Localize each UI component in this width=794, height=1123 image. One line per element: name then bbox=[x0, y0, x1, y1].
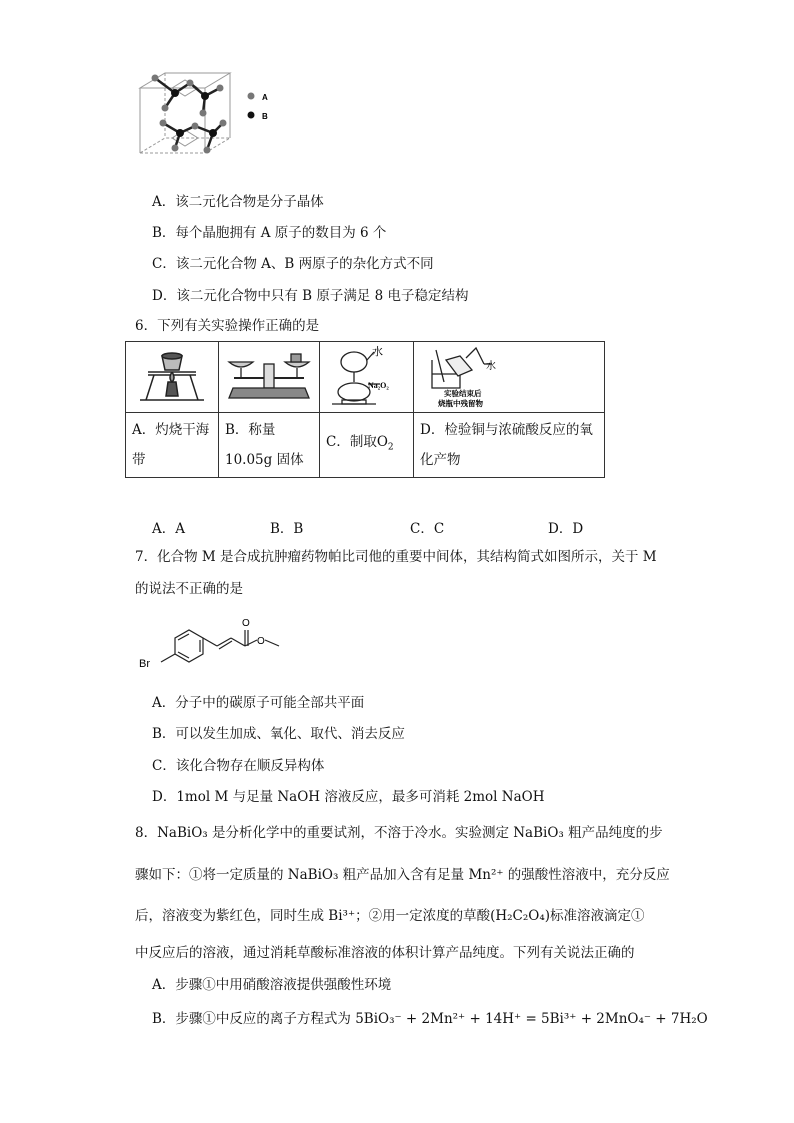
q8-option-b: B．步骤①中反应的离子方程式为 5BiO₃⁻ + 2Mn²⁺ + 14H⁺ = 5Bi³⁺ + 2MnO₄⁻ + 7H₂O bbox=[152, 1011, 708, 1027]
q6-stem: 6．下列有关实验操作正确的是 bbox=[135, 318, 320, 334]
q7-br-label: Br bbox=[139, 658, 150, 670]
q8-line3: 后，溶液变为紫红色，同时生成 Bi³⁺；②用一定浓度的草酸(H₂C₂O₄)标准溶液滴定① bbox=[135, 908, 645, 924]
q6-d-water-label: 水 bbox=[486, 361, 496, 372]
q7-option-c: C．该化合物存在顺反异构体 bbox=[152, 758, 325, 774]
q6-cell-b: B．称量 10.05g 固体 bbox=[219, 413, 320, 478]
q7-option-b: B．可以发生加成、氧化、取代、消去反应 bbox=[152, 726, 405, 742]
q6-choice-a: A．A bbox=[152, 521, 185, 537]
q7-option-a: A．分子中的碳原子可能全部共平面 bbox=[152, 695, 365, 711]
balance-scale-icon bbox=[219, 342, 319, 408]
q6-image-a-cell bbox=[126, 342, 219, 413]
q6-c-water-label: 水 bbox=[372, 346, 383, 358]
q6-choice-b: B．B bbox=[270, 521, 304, 537]
q8-line2: 骤如下：①将一定质量的 NaBiO₃ 粗产品加入含有足量 Mn²⁺ 的强酸性溶液中，充分反应 bbox=[135, 867, 670, 883]
q6-choice-c: C．C bbox=[410, 521, 445, 537]
q6-cell-a: A．灼烧干海 带 bbox=[126, 413, 219, 478]
q7-ester-o-label: O bbox=[257, 636, 265, 647]
legend-a-label: A bbox=[262, 93, 268, 102]
q6-cell-d: D．检验铜与浓硫酸反应的氧 化产物 bbox=[414, 413, 605, 478]
q5-option-b: B．每个晶胞拥有 A 原子的数目为 6 个 bbox=[152, 225, 387, 241]
q8-line1: 8．NaBiO₃ 是分析化学中的重要试剂，不溶于冷水。实验测定 NaBiO₃ 粗产品纯度的步 bbox=[135, 825, 663, 841]
beaker-pouring-icon bbox=[414, 342, 604, 408]
q7-stem-line2: 的说法不正确的是 bbox=[135, 581, 243, 597]
crystal-structure-figure bbox=[135, 68, 285, 166]
q7-carbonyl-o-label: O bbox=[242, 618, 250, 629]
q7-option-d: D．1mol M 与足量 NaOH 溶液反应，最多可消耗 2mol NaOH bbox=[152, 789, 545, 805]
q8-line4: 中反应后的溶液，通过消耗草酸标准溶液的体积计算产品纯度。下列有关说法正确的 bbox=[135, 945, 635, 961]
q5-option-a: A．该二元化合物是分子晶体 bbox=[152, 194, 324, 210]
q6-options-table bbox=[125, 341, 605, 478]
q7-structure-figure bbox=[135, 610, 295, 676]
q6-image-b-cell bbox=[219, 342, 320, 413]
q5-option-c: C．该二元化合物 A、B 两原子的杂化方式不同 bbox=[152, 256, 434, 272]
q6-choice-d: D．D bbox=[548, 521, 584, 537]
q6-d-note2: 烧瓶中残留物 bbox=[438, 399, 483, 408]
burning-crucible-icon bbox=[126, 342, 218, 408]
q6-image-d-cell bbox=[414, 342, 605, 413]
legend-b-label: B bbox=[262, 112, 268, 121]
q8-option-a: A．步骤①中用硝酸溶液提供强酸性环境 bbox=[152, 977, 392, 993]
q6-image-c-cell bbox=[320, 342, 414, 413]
q7-stem-line1: 7．化合物 M 是合成抗肿瘤药物帕比司他的重要中间体，其结构简式如图所示，关于 M bbox=[135, 549, 657, 565]
q6-cell-c: C．制取$O_2$ bbox=[320, 413, 414, 478]
gas-generator-apparatus-icon bbox=[320, 342, 413, 408]
q6-d-note1: 实验结束后 bbox=[444, 389, 482, 398]
q5-option-d: D．该二元化合物中只有 B 原子满足 8 电子稳定结构 bbox=[152, 288, 469, 304]
q6-c-na2o2-label: Na₂O₂ bbox=[368, 381, 389, 390]
